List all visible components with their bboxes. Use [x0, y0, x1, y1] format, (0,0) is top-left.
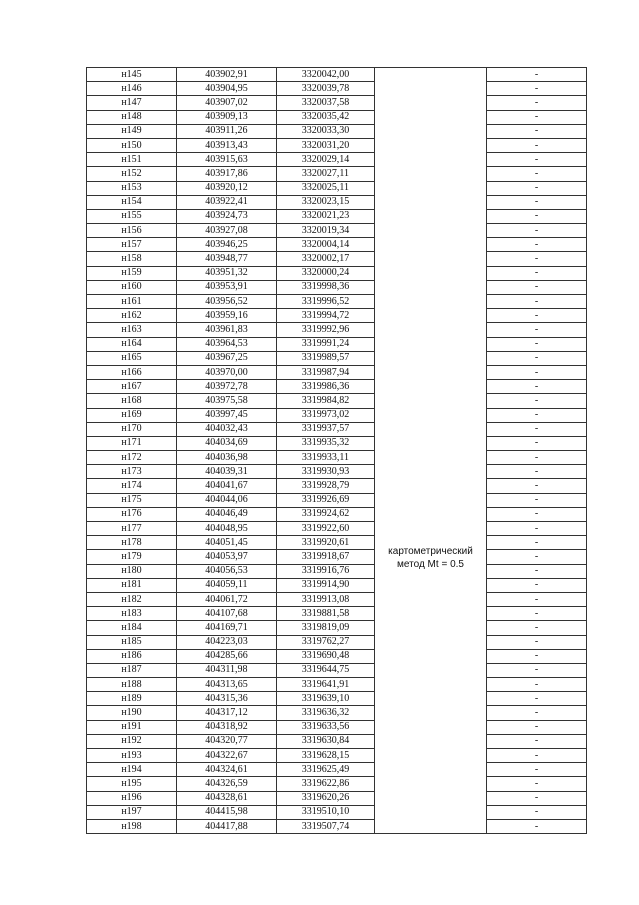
table-row — [87, 819, 587, 833]
x-coordinate-cell: 404036,98 — [177, 451, 277, 465]
note-cell: - — [487, 280, 587, 294]
x-coordinate-cell: 403911,26 — [177, 124, 277, 138]
point-id-cell: н183 — [87, 607, 177, 621]
y-coordinate-cell: 3319926,69 — [277, 493, 375, 507]
note-cell: - — [487, 522, 587, 536]
note-cell: - — [487, 805, 587, 819]
point-id-cell: н188 — [87, 678, 177, 692]
table-row — [87, 592, 587, 606]
y-coordinate-cell: 3320002,17 — [277, 252, 375, 266]
point-id-cell: н178 — [87, 536, 177, 550]
point-id-cell: н149 — [87, 124, 177, 138]
table-row — [87, 337, 587, 351]
note-cell: - — [487, 720, 587, 734]
note-cell: - — [487, 408, 587, 422]
x-coordinate-cell: 404053,97 — [177, 550, 277, 564]
note-cell: - — [487, 422, 587, 436]
table-row — [87, 465, 587, 479]
table-row — [87, 649, 587, 663]
point-id-cell: н187 — [87, 663, 177, 677]
y-coordinate-cell: 3320025,11 — [277, 181, 375, 195]
table-row — [87, 791, 587, 805]
point-id-cell: н145 — [87, 68, 177, 82]
x-coordinate-cell: 403927,08 — [177, 224, 277, 238]
note-cell: - — [487, 635, 587, 649]
y-coordinate-cell: 3319920,61 — [277, 536, 375, 550]
note-cell: - — [487, 493, 587, 507]
note-cell: - — [487, 209, 587, 223]
x-coordinate-cell: 403956,52 — [177, 295, 277, 309]
table-row — [87, 479, 587, 493]
x-coordinate-cell: 404107,68 — [177, 607, 277, 621]
note-cell: - — [487, 110, 587, 124]
point-id-cell: н172 — [87, 451, 177, 465]
note-cell: - — [487, 607, 587, 621]
table-row — [87, 110, 587, 124]
point-id-cell: н157 — [87, 238, 177, 252]
point-id-cell: н192 — [87, 734, 177, 748]
point-id-cell: н169 — [87, 408, 177, 422]
table-row — [87, 507, 587, 521]
table-row — [87, 394, 587, 408]
x-coordinate-cell: 404285,66 — [177, 649, 277, 663]
point-id-cell: н150 — [87, 138, 177, 152]
table-row — [87, 493, 587, 507]
note-cell: - — [487, 252, 587, 266]
y-coordinate-cell: 3319922,60 — [277, 522, 375, 536]
method-cell — [375, 68, 487, 834]
table-row — [87, 351, 587, 365]
note-cell: - — [487, 649, 587, 663]
x-coordinate-cell: 403975,58 — [177, 394, 277, 408]
note-cell: - — [487, 323, 587, 337]
point-id-cell: н197 — [87, 805, 177, 819]
y-coordinate-cell: 3319510,10 — [277, 805, 375, 819]
x-coordinate-cell: 403920,12 — [177, 181, 277, 195]
point-id-cell: н198 — [87, 819, 177, 833]
x-coordinate-cell: 403922,41 — [177, 195, 277, 209]
table-row — [87, 408, 587, 422]
note-cell: - — [487, 436, 587, 450]
table-row — [87, 663, 587, 677]
point-id-cell: н196 — [87, 791, 177, 805]
y-coordinate-cell: 3319973,02 — [277, 408, 375, 422]
x-coordinate-cell: 404048,95 — [177, 522, 277, 536]
y-coordinate-cell: 3320039,78 — [277, 82, 375, 96]
point-id-cell: н177 — [87, 522, 177, 536]
point-id-cell: н194 — [87, 763, 177, 777]
y-coordinate-cell: 3319881,58 — [277, 607, 375, 621]
y-coordinate-cell: 3320035,42 — [277, 110, 375, 124]
table-row — [87, 621, 587, 635]
x-coordinate-cell: 404046,49 — [177, 507, 277, 521]
y-coordinate-cell: 3319913,08 — [277, 592, 375, 606]
x-coordinate-cell: 403964,53 — [177, 337, 277, 351]
point-id-cell: н181 — [87, 578, 177, 592]
table-row — [87, 777, 587, 791]
x-coordinate-cell: 403953,91 — [177, 280, 277, 294]
point-id-cell: н162 — [87, 309, 177, 323]
point-id-cell: н159 — [87, 266, 177, 280]
note-cell: - — [487, 337, 587, 351]
method-line-1: картометрический — [388, 545, 473, 557]
point-id-cell: н195 — [87, 777, 177, 791]
point-id-cell: н160 — [87, 280, 177, 294]
point-id-cell: н147 — [87, 96, 177, 110]
x-coordinate-cell: 404322,67 — [177, 749, 277, 763]
note-cell: - — [487, 195, 587, 209]
table-row — [87, 706, 587, 720]
y-coordinate-cell: 3320037,58 — [277, 96, 375, 110]
point-id-cell: н171 — [87, 436, 177, 450]
note-cell: - — [487, 266, 587, 280]
y-coordinate-cell: 3319996,52 — [277, 295, 375, 309]
table-row — [87, 720, 587, 734]
note-cell: - — [487, 592, 587, 606]
note-cell: - — [487, 238, 587, 252]
point-id-cell: н174 — [87, 479, 177, 493]
y-coordinate-cell: 3319633,56 — [277, 720, 375, 734]
method-line-2: метод Mt = 0.5 — [397, 558, 464, 570]
note-cell: - — [487, 777, 587, 791]
x-coordinate-cell: 403961,83 — [177, 323, 277, 337]
y-coordinate-cell: 3320021,23 — [277, 209, 375, 223]
point-id-cell: н190 — [87, 706, 177, 720]
table-row — [87, 522, 587, 536]
table-row — [87, 380, 587, 394]
x-coordinate-cell: 403970,00 — [177, 365, 277, 379]
y-coordinate-cell: 3319924,62 — [277, 507, 375, 521]
note-cell: - — [487, 124, 587, 138]
note-cell: - — [487, 763, 587, 777]
note-cell: - — [487, 819, 587, 833]
x-coordinate-cell: 404061,72 — [177, 592, 277, 606]
x-coordinate-cell: 403967,25 — [177, 351, 277, 365]
x-coordinate-cell: 403997,45 — [177, 408, 277, 422]
table-row — [87, 82, 587, 96]
note-cell: - — [487, 167, 587, 181]
y-coordinate-cell: 3319639,10 — [277, 692, 375, 706]
x-coordinate-cell: 404324,61 — [177, 763, 277, 777]
note-cell: - — [487, 224, 587, 238]
y-coordinate-cell: 3319636,32 — [277, 706, 375, 720]
table-row — [87, 323, 587, 337]
x-coordinate-cell: 404223,03 — [177, 635, 277, 649]
x-coordinate-cell: 403951,32 — [177, 266, 277, 280]
x-coordinate-cell: 404313,65 — [177, 678, 277, 692]
y-coordinate-cell: 3320027,11 — [277, 167, 375, 181]
point-id-cell: н186 — [87, 649, 177, 663]
note-cell: - — [487, 479, 587, 493]
note-cell: - — [487, 678, 587, 692]
y-coordinate-cell: 3319986,36 — [277, 380, 375, 394]
table-row — [87, 564, 587, 578]
point-id-cell: н193 — [87, 749, 177, 763]
table-row — [87, 181, 587, 195]
point-id-cell: н189 — [87, 692, 177, 706]
y-coordinate-cell: 3319987,94 — [277, 365, 375, 379]
y-coordinate-cell: 3319507,74 — [277, 819, 375, 833]
point-id-cell: н158 — [87, 252, 177, 266]
point-id-cell: н146 — [87, 82, 177, 96]
x-coordinate-cell: 403924,73 — [177, 209, 277, 223]
y-coordinate-cell: 3319630,84 — [277, 734, 375, 748]
y-coordinate-cell: 3319762,27 — [277, 635, 375, 649]
table-row — [87, 224, 587, 238]
y-coordinate-cell: 3320000,24 — [277, 266, 375, 280]
table-row — [87, 734, 587, 748]
x-coordinate-cell: 403902,91 — [177, 68, 277, 82]
note-cell: - — [487, 578, 587, 592]
x-coordinate-cell: 404059,11 — [177, 578, 277, 592]
point-id-cell: н155 — [87, 209, 177, 223]
point-id-cell: н180 — [87, 564, 177, 578]
x-coordinate-cell: 404032,43 — [177, 422, 277, 436]
table-row — [87, 96, 587, 110]
x-coordinate-cell: 403913,43 — [177, 138, 277, 152]
table-row — [87, 578, 587, 592]
point-id-cell: н156 — [87, 224, 177, 238]
point-id-cell: н166 — [87, 365, 177, 379]
table-row — [87, 749, 587, 763]
table-row — [87, 266, 587, 280]
y-coordinate-cell: 3319998,36 — [277, 280, 375, 294]
y-coordinate-cell: 3319690,48 — [277, 649, 375, 663]
y-coordinate-cell: 3319628,15 — [277, 749, 375, 763]
note-cell: - — [487, 706, 587, 720]
table-row — [87, 422, 587, 436]
x-coordinate-cell: 404051,45 — [177, 536, 277, 550]
x-coordinate-cell: 403907,02 — [177, 96, 277, 110]
y-coordinate-cell: 3319625,49 — [277, 763, 375, 777]
y-coordinate-cell: 3319984,82 — [277, 394, 375, 408]
point-id-cell: н182 — [87, 592, 177, 606]
x-coordinate-cell: 404034,69 — [177, 436, 277, 450]
point-id-cell: н148 — [87, 110, 177, 124]
point-id-cell: н163 — [87, 323, 177, 337]
point-id-cell: н168 — [87, 394, 177, 408]
x-coordinate-cell: 404041,67 — [177, 479, 277, 493]
note-cell: - — [487, 465, 587, 479]
x-coordinate-cell: 404320,77 — [177, 734, 277, 748]
x-coordinate-cell: 404415,98 — [177, 805, 277, 819]
y-coordinate-cell: 3319914,90 — [277, 578, 375, 592]
point-id-cell: н179 — [87, 550, 177, 564]
y-coordinate-cell: 3319935,32 — [277, 436, 375, 450]
note-cell: - — [487, 138, 587, 152]
point-id-cell: н176 — [87, 507, 177, 521]
note-cell: - — [487, 309, 587, 323]
coordinates-table — [86, 67, 587, 834]
point-id-cell: н165 — [87, 351, 177, 365]
note-cell: - — [487, 692, 587, 706]
y-coordinate-cell: 3319937,57 — [277, 422, 375, 436]
point-id-cell: н161 — [87, 295, 177, 309]
y-coordinate-cell: 3320029,14 — [277, 153, 375, 167]
x-coordinate-cell: 404056,53 — [177, 564, 277, 578]
y-coordinate-cell: 3319989,57 — [277, 351, 375, 365]
point-id-cell: н152 — [87, 167, 177, 181]
table-row — [87, 692, 587, 706]
note-cell: - — [487, 68, 587, 82]
table-row — [87, 295, 587, 309]
y-coordinate-cell: 3319819,09 — [277, 621, 375, 635]
table-row — [87, 635, 587, 649]
table-row — [87, 153, 587, 167]
x-coordinate-cell: 404328,61 — [177, 791, 277, 805]
x-coordinate-cell: 403959,16 — [177, 309, 277, 323]
point-id-cell: н185 — [87, 635, 177, 649]
note-cell: - — [487, 621, 587, 635]
x-coordinate-cell: 403948,77 — [177, 252, 277, 266]
table-row — [87, 536, 587, 550]
table-row — [87, 607, 587, 621]
note-cell: - — [487, 550, 587, 564]
table-row — [87, 124, 587, 138]
note-cell: - — [487, 394, 587, 408]
note-cell: - — [487, 791, 587, 805]
point-id-cell: н173 — [87, 465, 177, 479]
note-cell: - — [487, 365, 587, 379]
point-id-cell: н164 — [87, 337, 177, 351]
y-coordinate-cell: 3320019,34 — [277, 224, 375, 238]
table-row — [87, 167, 587, 181]
point-id-cell: н153 — [87, 181, 177, 195]
x-coordinate-cell: 403915,63 — [177, 153, 277, 167]
note-cell: - — [487, 153, 587, 167]
point-id-cell: н151 — [87, 153, 177, 167]
table-row — [87, 805, 587, 819]
y-coordinate-cell: 3320042,00 — [277, 68, 375, 82]
note-cell: - — [487, 351, 587, 365]
table-row — [87, 252, 587, 266]
note-cell: - — [487, 663, 587, 677]
note-cell: - — [487, 451, 587, 465]
note-cell: - — [487, 380, 587, 394]
x-coordinate-cell: 403904,95 — [177, 82, 277, 96]
y-coordinate-cell: 3319622,86 — [277, 777, 375, 791]
y-coordinate-cell: 3320031,20 — [277, 138, 375, 152]
table-row — [87, 550, 587, 564]
coordinates-table-body — [87, 68, 587, 834]
y-coordinate-cell: 3319641,91 — [277, 678, 375, 692]
table-row — [87, 365, 587, 379]
x-coordinate-cell: 403946,25 — [177, 238, 277, 252]
x-coordinate-cell: 404315,36 — [177, 692, 277, 706]
note-cell: - — [487, 536, 587, 550]
y-coordinate-cell: 3319916,76 — [277, 564, 375, 578]
point-id-cell: н170 — [87, 422, 177, 436]
point-id-cell: н191 — [87, 720, 177, 734]
y-coordinate-cell: 3320023,15 — [277, 195, 375, 209]
x-coordinate-cell: 404044,06 — [177, 493, 277, 507]
y-coordinate-cell: 3319991,24 — [277, 337, 375, 351]
table-row — [87, 451, 587, 465]
y-coordinate-cell: 3319930,93 — [277, 465, 375, 479]
note-cell: - — [487, 96, 587, 110]
note-cell: - — [487, 295, 587, 309]
note-cell: - — [487, 564, 587, 578]
x-coordinate-cell: 403917,86 — [177, 167, 277, 181]
y-coordinate-cell: 3319918,67 — [277, 550, 375, 564]
note-cell: - — [487, 749, 587, 763]
note-cell: - — [487, 734, 587, 748]
y-coordinate-cell: 3319928,79 — [277, 479, 375, 493]
y-coordinate-cell: 3319933,11 — [277, 451, 375, 465]
table-row — [87, 436, 587, 450]
point-id-cell: н175 — [87, 493, 177, 507]
y-coordinate-cell: 3320004,14 — [277, 238, 375, 252]
x-coordinate-cell: 404326,59 — [177, 777, 277, 791]
x-coordinate-cell: 404417,88 — [177, 819, 277, 833]
table-row — [87, 138, 587, 152]
x-coordinate-cell: 404311,98 — [177, 663, 277, 677]
table-row — [87, 280, 587, 294]
y-coordinate-cell: 3319620,26 — [277, 791, 375, 805]
table-row — [87, 309, 587, 323]
y-coordinate-cell: 3320033,30 — [277, 124, 375, 138]
y-coordinate-cell: 3319992,96 — [277, 323, 375, 337]
x-coordinate-cell: 403909,13 — [177, 110, 277, 124]
x-coordinate-cell: 404169,71 — [177, 621, 277, 635]
table-row — [87, 763, 587, 777]
note-cell: - — [487, 181, 587, 195]
note-cell: - — [487, 507, 587, 521]
table-row — [87, 195, 587, 209]
x-coordinate-cell: 404318,92 — [177, 720, 277, 734]
x-coordinate-cell: 403972,78 — [177, 380, 277, 394]
table-row — [87, 68, 587, 82]
point-id-cell: н154 — [87, 195, 177, 209]
table-row — [87, 209, 587, 223]
table-row — [87, 678, 587, 692]
y-coordinate-cell: 3319994,72 — [277, 309, 375, 323]
point-id-cell: н167 — [87, 380, 177, 394]
table-row — [87, 238, 587, 252]
y-coordinate-cell: 3319644,75 — [277, 663, 375, 677]
x-coordinate-cell: 404039,31 — [177, 465, 277, 479]
note-cell: - — [487, 82, 587, 96]
x-coordinate-cell: 404317,12 — [177, 706, 277, 720]
point-id-cell: н184 — [87, 621, 177, 635]
